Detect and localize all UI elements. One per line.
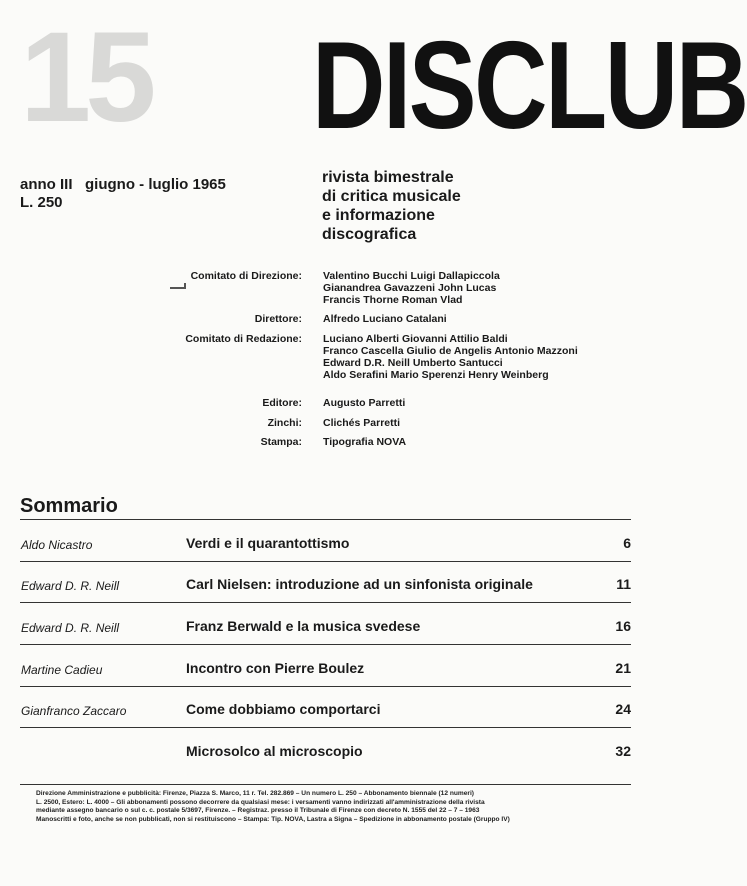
staff-name-line: Clichés Parretti xyxy=(323,417,401,429)
staff-name-line: Gianandrea Gavazzeni John Lucas xyxy=(323,282,497,294)
toc-title[interactable]: Microsolco al microscopio xyxy=(186,743,363,759)
staff-name-line: Franco Cascella Giulio de Angelis Antonio Mazzoni xyxy=(323,345,578,357)
toc-title[interactable]: Incontro con Pierre Boulez xyxy=(186,660,365,676)
toc-author: Aldo Nicastro xyxy=(21,538,93,552)
divider xyxy=(20,561,631,562)
staff-name-line: Valentino Bucchi Luigi Dallapiccola xyxy=(323,270,500,282)
issue-price: L. 250 xyxy=(20,194,63,211)
staff-label: Editore: xyxy=(262,397,302,409)
printers-mark xyxy=(170,283,186,289)
staff-name-line: Tipografia NOVA xyxy=(323,436,407,448)
issue-date-line xyxy=(20,176,226,194)
masthead xyxy=(312,17,747,164)
toc-author: Edward D. R. Neill xyxy=(21,621,120,635)
toc-author: Edward D. R. Neill xyxy=(21,579,120,593)
toc-page-number: 11 xyxy=(616,576,631,592)
issue-year: anno III xyxy=(20,176,73,193)
staff-name-line: Luciano Alberti Giovanni Attilio Baldi xyxy=(323,333,508,345)
staff-label: Zinchi: xyxy=(267,417,302,429)
toc-page-number: 21 xyxy=(615,660,631,676)
staff-names xyxy=(323,436,406,448)
colophon-line: Direzione Amministrazione e pubblicità: Firenze, Piazza S. Marco, 11 r. Tel. 282.869 – Un numero L. 250 – Abbonamento biennale (12 numeri) xyxy=(36,790,474,797)
staff-name-line: Edward D.R. Neill Umberto Santucci xyxy=(323,357,503,369)
sommario-heading: Sommario xyxy=(20,495,118,517)
staff-names xyxy=(323,313,447,325)
toc-entry[interactable] xyxy=(0,659,668,683)
issue-info xyxy=(20,176,226,212)
toc-title[interactable]: Carl Nielsen: introduzione ad un sinfonista originale xyxy=(186,576,533,592)
colophon xyxy=(36,790,620,824)
toc-title[interactable]: Verdi e il quarantottismo xyxy=(186,535,350,551)
toc-title[interactable]: Franz Berwald e la musica svedese xyxy=(186,618,421,634)
divider xyxy=(20,686,631,687)
toc-page-number: 6 xyxy=(623,535,631,551)
staff-name-line: Francis Thorne Roman Vlad xyxy=(323,294,463,306)
toc-page-number: 32 xyxy=(615,743,631,759)
toc-author: Martine Cadieu xyxy=(21,663,103,677)
divider xyxy=(20,784,631,785)
toc-title[interactable]: Come dobbiamo comportarci xyxy=(186,701,381,717)
colophon-line: Manoscritti e foto, anche se non pubblicati, non si restituiscono – Stampa: Tip. NOVA, Lastra a Signa – Spedizione in abbonamento postale (Gruppo IV) xyxy=(36,815,510,823)
toc-entry[interactable] xyxy=(0,742,668,766)
masthead-title: DISCLUB xyxy=(312,17,747,155)
toc-entry[interactable] xyxy=(0,617,668,641)
staff-label: Stampa: xyxy=(260,436,302,448)
toc-page-number: 24 xyxy=(615,701,631,717)
subtitle-line: rivista bimestrale xyxy=(322,169,454,186)
staff-label: Direttore: xyxy=(254,313,302,325)
staff-names xyxy=(323,333,578,381)
subtitle-line: e informazione xyxy=(322,207,435,224)
divider xyxy=(20,519,631,520)
staff-names xyxy=(323,270,500,306)
toc-entry[interactable] xyxy=(0,534,668,558)
staff-name-line: Augusto Parretti xyxy=(323,397,406,409)
toc-entry[interactable] xyxy=(0,700,668,724)
masthead-subtitle xyxy=(322,168,461,244)
staff-label: Comitato di Redazione: xyxy=(185,333,302,345)
staff-names xyxy=(323,417,400,429)
staff-name-line: Aldo Serafini Mario Sperenzi Henry Weinberg xyxy=(323,369,549,381)
divider xyxy=(20,727,631,728)
subtitle-line: discografica xyxy=(322,226,417,243)
divider xyxy=(20,602,631,603)
toc-author: Gianfranco Zaccaro xyxy=(21,704,127,718)
issue-period: giugno - luglio 1965 xyxy=(85,176,226,193)
subtitle-line: di critica musicale xyxy=(322,188,461,205)
toc-entry[interactable] xyxy=(0,575,668,599)
colophon-line: mediante assegno bancario o sul c. c. postale 5/3697, Firenze. – Registraz. presso il Tribunale di Firenze con decreto N. 1555 del 22 – 7 – 1963 xyxy=(36,807,480,815)
colophon-line: L. 2500, Estero: L. 4000 – Gli abbonamenti possono decorrere da qualsiasi mese: i versamenti vanno indirizzati all'amministrazione della rivista xyxy=(36,798,485,806)
divider xyxy=(20,644,631,645)
staff-names xyxy=(323,397,405,409)
toc-page-number: 16 xyxy=(615,618,631,634)
staff-name-line: Alfredo Luciano Catalani xyxy=(323,313,447,325)
staff-label: Comitato di Direzione: xyxy=(190,270,302,282)
issue-number: 15 xyxy=(20,6,151,149)
